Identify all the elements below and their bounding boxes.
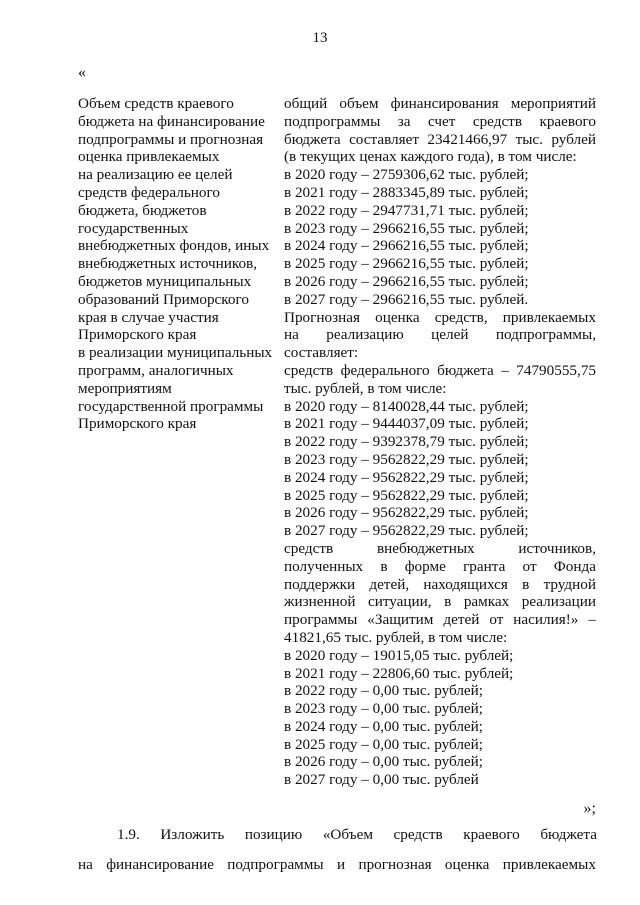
year-amount-line: в 2021 году – 2883345,89 тыс. рублей;: [284, 183, 529, 201]
year-amount-line: в 2023 году – 9562822,29 тыс. рублей;: [284, 450, 529, 468]
justified-line: [284, 540, 596, 558]
year-amount-line: в 2024 году – 9562822,29 тыс. рублей;: [284, 468, 529, 486]
text-line: тыс. рублей, в том числе:: [284, 379, 447, 397]
word: Фонда: [553, 557, 596, 575]
word: целей: [431, 326, 469, 344]
word: 1.9.: [117, 826, 140, 843]
word: федерального: [340, 361, 430, 379]
label-line: средств федерального: [78, 183, 220, 201]
label-line: на реализацию ее целей: [78, 166, 233, 184]
word: «Объем: [322, 826, 373, 843]
year-amount-line: в 2026 году – 9562822,29 тыс. рублей;: [284, 504, 529, 522]
year-amount-line: в 2021 году – 9444037,09 тыс. рублей;: [284, 415, 529, 433]
word: детей: [443, 611, 480, 629]
word: средств: [472, 112, 522, 130]
word: –: [501, 361, 509, 379]
justified-line: [284, 95, 596, 113]
label-line: бюджетов муниципальных: [78, 272, 252, 290]
word: на: [284, 326, 299, 344]
word: рамках: [463, 593, 510, 611]
word: Прогнозная: [284, 308, 360, 326]
word: за: [397, 112, 411, 130]
word: объем: [339, 95, 379, 112]
word: оценка: [444, 856, 490, 873]
word: тыс.: [515, 130, 543, 148]
word: мероприятий: [510, 95, 596, 112]
word: ситуации,: [367, 593, 432, 611]
word: позицию: [244, 826, 303, 843]
word: рублей: [551, 130, 596, 148]
label-line: в реализации муниципальных: [78, 344, 273, 362]
year-amount-line: в 2020 году – 8140028,44 тыс. рублей;: [284, 397, 529, 415]
label-line: оценка привлекаемых: [78, 148, 220, 166]
word: привлекаемых: [502, 856, 596, 873]
word: детей,: [369, 575, 410, 593]
year-amount-line: в 2022 году – 0,00 тыс. рублей;: [284, 682, 484, 700]
year-amount-line: в 2020 году – 2759306,62 тыс. рублей;: [284, 166, 529, 184]
word: внебюджетных: [376, 539, 475, 557]
word: 74790555,75: [516, 361, 596, 379]
year-amount-line: в 2023 году – 2966216,55 тыс. рублей;: [284, 219, 529, 237]
word: в: [380, 557, 388, 575]
justified-line: [284, 309, 596, 327]
page-number: 13: [312, 30, 328, 46]
word: от: [522, 557, 537, 575]
word: «Защитим: [367, 611, 434, 629]
word: на: [78, 856, 93, 873]
word: средств: [393, 826, 443, 843]
word: общий: [284, 95, 328, 112]
year-amount-line: в 2024 году – 2966216,55 тыс. рублей;: [284, 237, 529, 255]
word: гранта: [463, 557, 506, 575]
word: финансирования: [390, 95, 499, 112]
word: средств,: [434, 308, 488, 326]
text-line: (в текущих ценах каждого года), в том числе:: [284, 148, 577, 166]
word: трудной: [543, 575, 596, 593]
word: краевого: [539, 112, 596, 130]
amendment-paragraph-line-1: [117, 826, 597, 844]
word: от: [489, 611, 504, 629]
word: полученных: [284, 557, 364, 575]
word: привлекаемых: [502, 308, 596, 326]
word: в: [444, 593, 452, 611]
label-line: края в случае участия: [78, 308, 219, 326]
justified-line: [284, 611, 596, 629]
position-content-column: [284, 95, 596, 789]
word: прогнозная: [358, 856, 432, 873]
word: программы: [284, 611, 358, 629]
text-line: составляет:: [284, 344, 359, 362]
word: краевого: [463, 826, 520, 843]
word: бюджета: [540, 826, 597, 843]
year-amount-line: в 2022 году – 2947731,71 тыс. рублей;: [284, 201, 529, 219]
year-amount-line: в 2022 году – 9392378,79 тыс. рублей;: [284, 433, 529, 451]
position-label-column: [78, 95, 278, 433]
year-amount-line: в 2024 году – 0,00 тыс. рублей;: [284, 717, 484, 735]
word: составляет: [349, 130, 419, 148]
year-amount-line: в 2025 году – 2966216,55 тыс. рублей;: [284, 255, 529, 273]
word: подпрограммы: [284, 112, 381, 130]
word: подпрограммы,: [495, 326, 596, 344]
label-line: государственных: [78, 219, 189, 237]
word: –: [588, 611, 596, 629]
label-line: Объем средств краевого: [78, 95, 234, 112]
word: оценка: [375, 308, 420, 326]
word: в: [522, 575, 530, 593]
label-line: бюджета, бюджетов: [78, 201, 207, 219]
justified-line: [284, 558, 596, 576]
label-line: Приморского края: [78, 415, 197, 433]
closing-quote-mark: »;: [583, 800, 596, 817]
justified-line: [284, 326, 596, 344]
year-amount-line: в 2020 году – 19015,05 тыс. рублей;: [284, 646, 514, 664]
word: источников,: [518, 539, 596, 557]
label-line: внебюджетных фондов, иных: [78, 237, 270, 255]
word: средств: [284, 539, 334, 557]
text-line: 41821,65 тыс. рублей, в том числе:: [284, 628, 508, 646]
label-line: Приморского края: [78, 326, 197, 344]
label-line: внебюджетных источников,: [78, 255, 258, 273]
justified-line: [284, 113, 596, 131]
label-line: подпрограммы и прогнозная: [78, 130, 264, 148]
word: реализацию: [326, 326, 404, 344]
amendment-paragraph-line-2: [78, 856, 596, 874]
word: форме: [404, 557, 446, 575]
word: бюджета: [437, 361, 494, 379]
word: подпрограммы: [227, 856, 324, 873]
word: поддержки: [284, 575, 356, 593]
justified-line: [284, 593, 596, 611]
word: средств: [284, 361, 334, 379]
justified-line: [284, 576, 596, 594]
label-line: государственной программы: [78, 397, 264, 415]
year-amount-line: в 2027 году – 0,00 тыс. рублей: [284, 771, 479, 789]
label-line: мероприятиям: [78, 379, 172, 397]
word: финансирование: [106, 856, 214, 873]
year-amount-line: в 2027 году – 9562822,29 тыс. рублей;: [284, 522, 529, 540]
word: счет: [427, 112, 456, 130]
label-line: образований Приморского: [78, 290, 249, 308]
year-amount-line: в 2021 году – 22806,60 тыс. рублей;: [284, 664, 514, 682]
label-line: бюджета на финансирование: [78, 112, 265, 130]
year-amount-line: в 2023 году – 0,00 тыс. рублей;: [284, 700, 484, 718]
justified-line: [284, 362, 596, 380]
year-amount-line: в 2025 году – 0,00 тыс. рублей;: [284, 735, 484, 753]
word: и: [336, 856, 346, 873]
word: реализации: [521, 593, 596, 611]
label-line: программ, аналогичных: [78, 361, 234, 379]
year-amount-line: в 2025 году – 9562822,29 тыс. рублей;: [284, 486, 529, 504]
word: 23421466,97: [427, 130, 508, 148]
word: находящихся: [423, 575, 508, 593]
year-amount-line: в 2026 году – 0,00 тыс. рублей;: [284, 753, 484, 771]
justified-line: [284, 131, 596, 149]
word: жизненной: [284, 593, 356, 611]
opening-quote-mark: «: [78, 64, 86, 81]
year-amount-line: в 2026 году – 2966216,55 тыс. рублей;: [284, 272, 529, 290]
word: Изложить: [160, 826, 225, 843]
word: насилия!»: [513, 611, 579, 629]
year-amount-line: в 2027 году – 2966216,55 тыс. рублей.: [284, 290, 529, 308]
word: бюджета: [284, 130, 341, 148]
